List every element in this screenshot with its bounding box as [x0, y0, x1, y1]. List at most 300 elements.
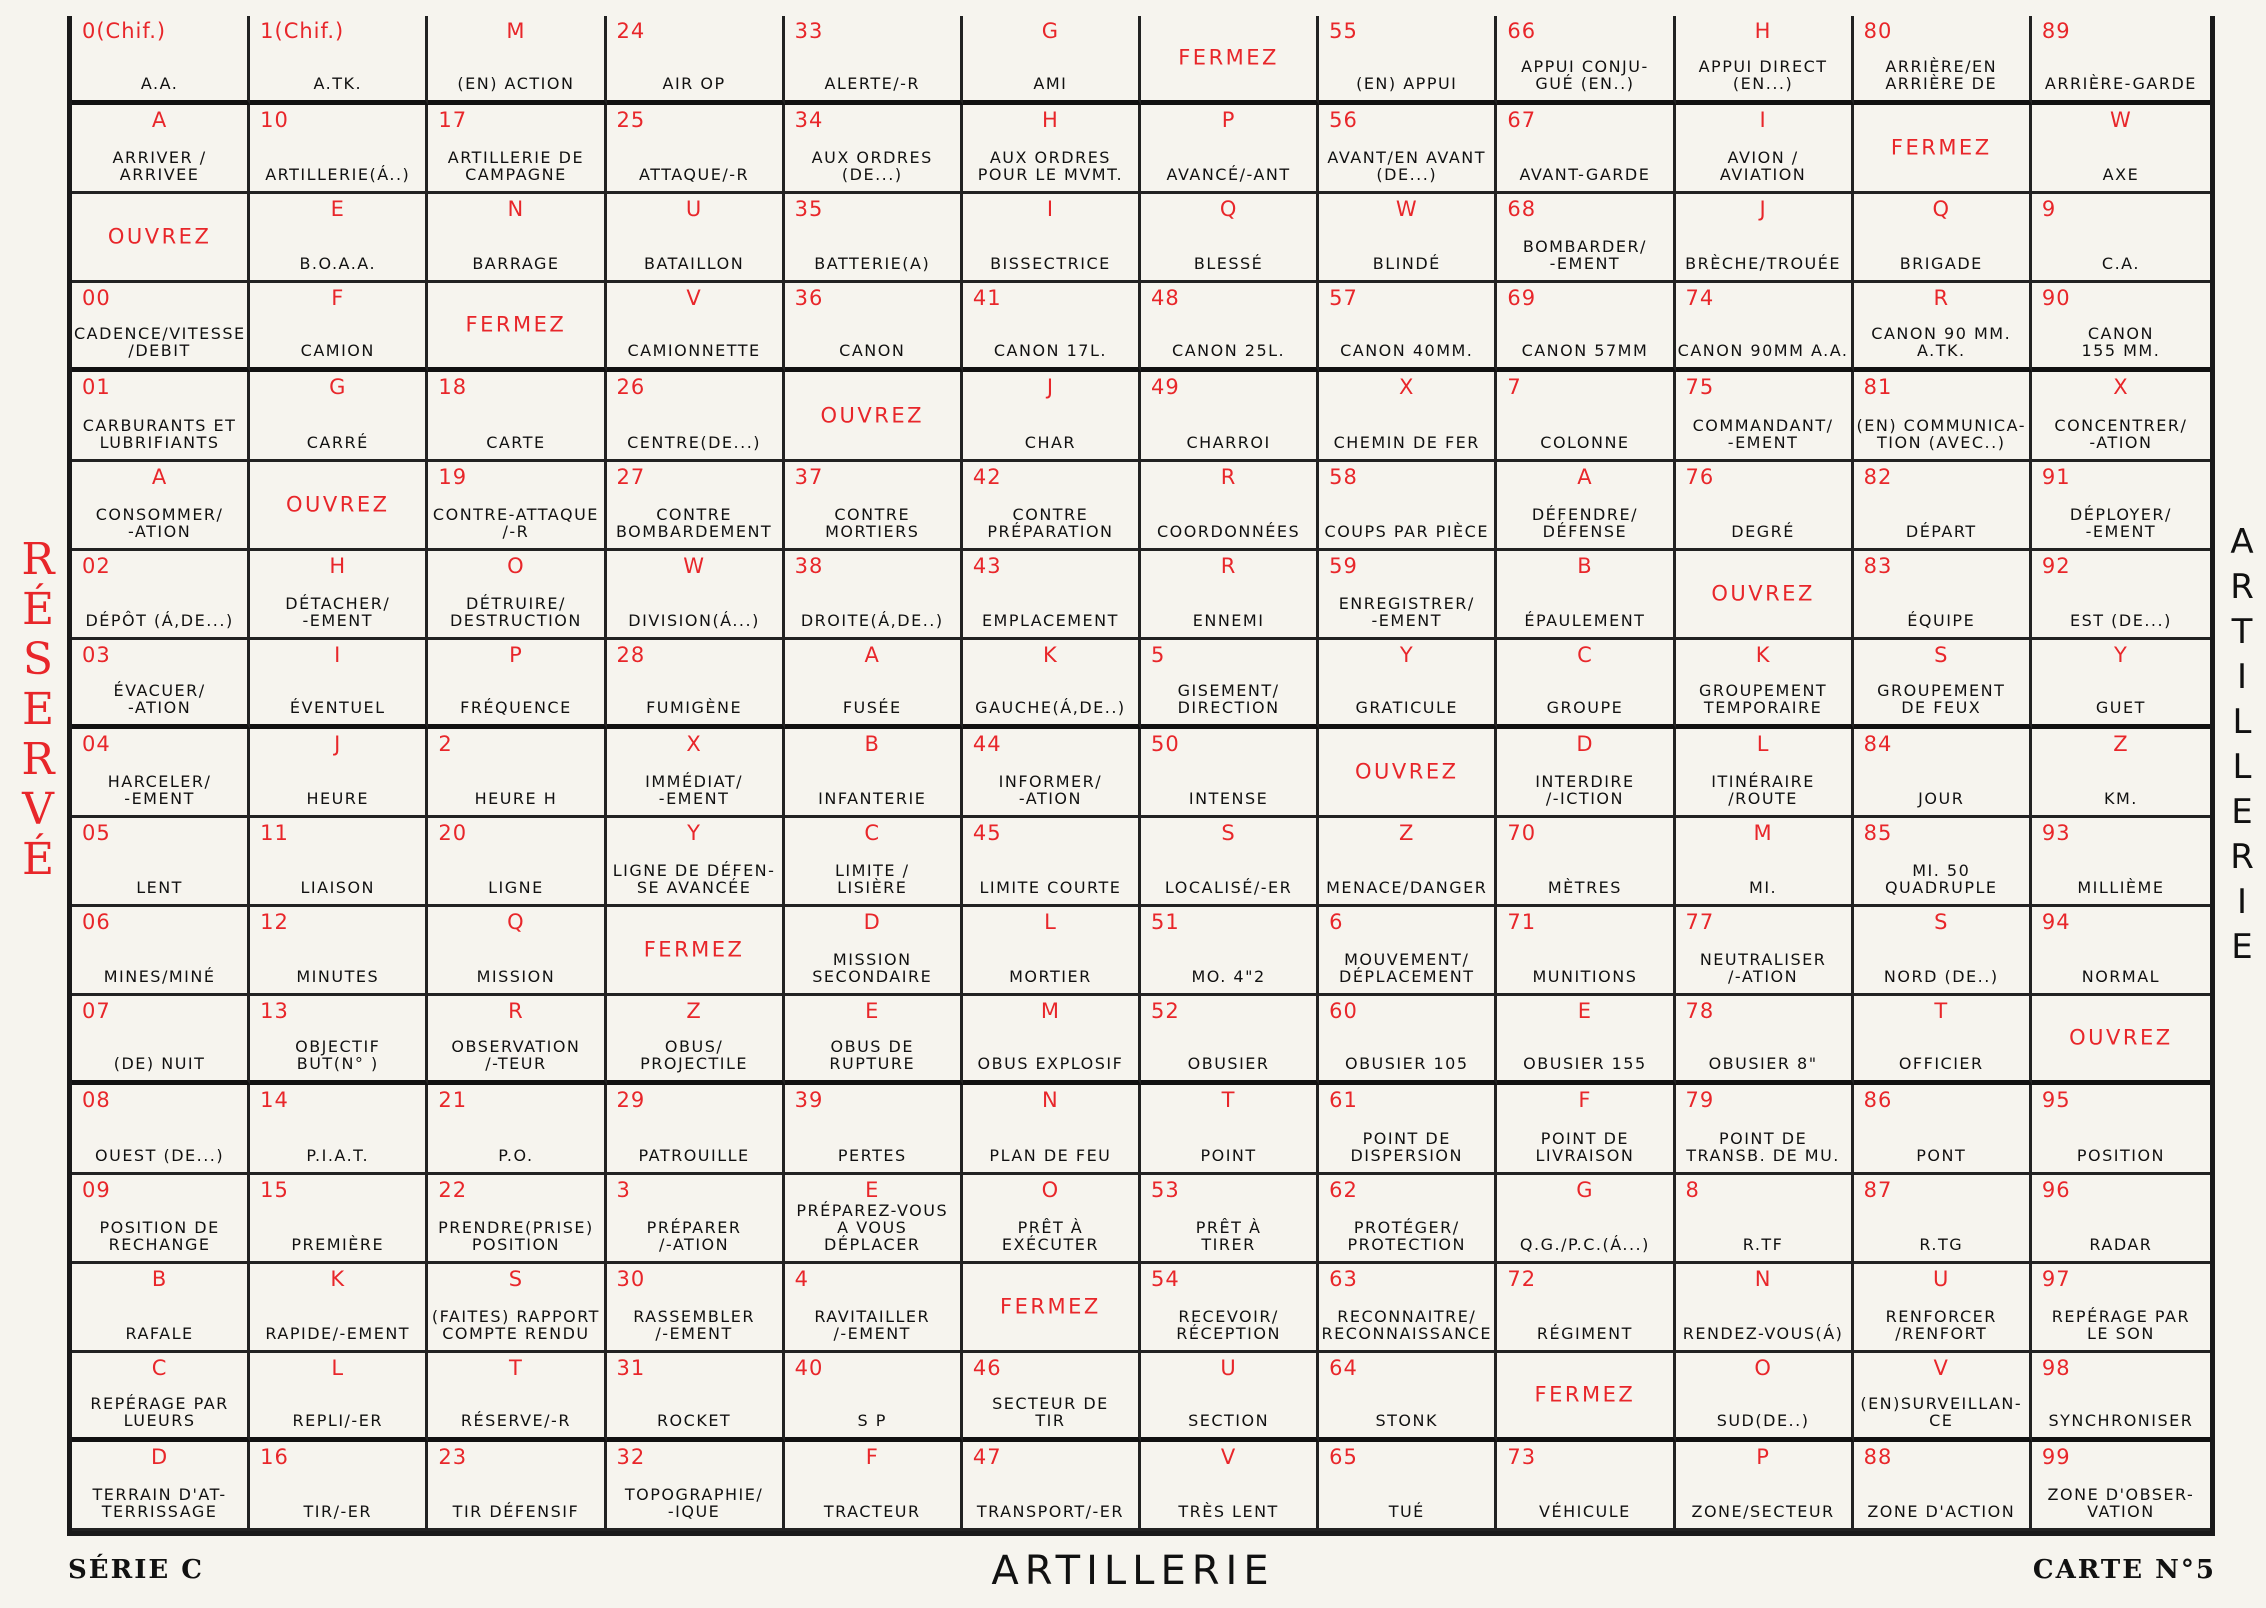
- cell-code: M: [506, 19, 526, 43]
- cell-label: ÉPAULEMENT: [1524, 610, 1646, 630]
- cell-label: SUD(DE..): [1716, 1410, 1810, 1430]
- cell-code: D: [1576, 731, 1594, 756]
- grid-cell: [785, 105, 963, 194]
- grid-cell: [250, 462, 428, 551]
- grid-cell: [2032, 1085, 2210, 1174]
- grid-cell: [1497, 194, 1675, 283]
- cell-label: CONTRE PRÉPARATION: [987, 504, 1114, 541]
- cell-label: ZONE D'ACTION: [1867, 1501, 2016, 1521]
- cell-label: BOMBARDER/ -EMENT: [1522, 237, 1647, 274]
- grid-cell: [1497, 551, 1675, 640]
- cell-code: 29: [616, 1088, 646, 1113]
- cell-code: 87: [1863, 1177, 1893, 1202]
- cell-label: CANON 155 MM.: [2081, 324, 2161, 361]
- grid-cell: [1854, 996, 2032, 1085]
- grid-cell: [785, 462, 963, 551]
- grid-cell: [2032, 1175, 2210, 1264]
- cell-label: OBUS EXPLOSIF: [977, 1054, 1124, 1074]
- cell-code: J: [1759, 197, 1767, 222]
- grid-cell: [2032, 283, 2210, 372]
- cell-label: APPUI DIRECT (EN...): [1698, 57, 1828, 94]
- grid-cell: [1141, 640, 1319, 729]
- cell-code: T: [1221, 1088, 1236, 1113]
- cell-code: R: [508, 999, 524, 1024]
- cell-code: 73: [1507, 1444, 1537, 1469]
- cell-code: 62: [1329, 1177, 1358, 1202]
- cell-code: 56: [1329, 108, 1358, 133]
- cell-code: 93: [2041, 821, 2071, 846]
- cell-label: PATROUILLE: [638, 1145, 750, 1165]
- cell-label: GROUPEMENT TEMPORAIRE: [1698, 680, 1828, 717]
- cell-code: 44: [972, 731, 1002, 756]
- grid-cell: [1497, 372, 1675, 461]
- side_left-letter: E: [21, 684, 55, 735]
- cell-label: GAUCHE(Á,DE..): [975, 697, 1126, 717]
- side_right-letter: T: [2231, 612, 2253, 652]
- cell-label: PRENDRE(PRISE) POSITION: [438, 1217, 594, 1254]
- cell-code: E: [865, 999, 880, 1024]
- cell-label: FERMEZ: [1534, 1382, 1636, 1407]
- grid-cell: [607, 1264, 785, 1353]
- cell-code: 34: [794, 108, 824, 133]
- cell-code: 74: [1685, 286, 1715, 311]
- cell-code: B: [864, 731, 880, 756]
- grid-cell: [250, 105, 428, 194]
- cell-code: 89: [2041, 19, 2071, 43]
- cell-code: B: [1577, 553, 1593, 578]
- cell-label: LOCALISÉ/-ER: [1164, 878, 1293, 898]
- cell-label: STONK: [1375, 1410, 1438, 1430]
- cell-label: FERMEZ: [1890, 135, 1992, 160]
- grid-cell: [428, 551, 606, 640]
- cell-label: AVANT/EN AVANT (DE...): [1327, 148, 1487, 185]
- cell-label: CAMION: [300, 341, 375, 361]
- grid-cell: [963, 818, 1141, 907]
- cell-label: POINT DE TRANSB. DE MU.: [1686, 1128, 1840, 1165]
- grid-cell: [1854, 16, 2032, 105]
- cell-label: SECTEUR DE TIR: [992, 1393, 1109, 1430]
- cell-code: 07: [82, 999, 111, 1024]
- cell-label: ARTILLERIE(Á..): [265, 165, 411, 185]
- cell-code: 70: [1507, 821, 1537, 846]
- cell-label: R.TG: [1919, 1234, 1964, 1254]
- cell-code: 59: [1329, 553, 1358, 578]
- grid-cell: [1676, 1085, 1854, 1174]
- cell-label: MÈTRES: [1547, 878, 1622, 898]
- cell-label: OUVREZ: [285, 492, 390, 517]
- cell-code: 41: [972, 286, 1002, 311]
- grid-cell: [1141, 194, 1319, 283]
- cell-code: 05: [82, 821, 111, 846]
- grid-cell: [2032, 105, 2210, 194]
- cell-label: MENACE/DANGER: [1326, 878, 1488, 898]
- cell-label: ITINÉRAIRE /ROUTE: [1711, 772, 1815, 809]
- grid-cell: [785, 16, 963, 105]
- cell-code: 24: [616, 19, 646, 43]
- grid-cell: [250, 1085, 428, 1174]
- cell-code: U: [685, 197, 703, 222]
- grid-cell: [428, 1085, 606, 1174]
- grid-cell: [607, 372, 785, 461]
- cell-code: K: [1755, 642, 1771, 667]
- grid-cell: [1676, 16, 1854, 105]
- cell-code: 55: [1329, 19, 1358, 43]
- cell-label: AIR OP: [662, 74, 726, 94]
- cell-label: CANON: [839, 341, 906, 361]
- cell-label: RAPIDE/-EMENT: [265, 1323, 411, 1343]
- grid-cell: [2032, 16, 2210, 105]
- cell-label: BLESSÉ: [1193, 254, 1264, 274]
- cell-label: CANON 17L.: [993, 341, 1107, 361]
- cell-label: GROUPEMENT DE FEUX: [1877, 680, 2006, 717]
- cell-code: U: [1220, 1355, 1237, 1380]
- cell-label: DÉPART: [1905, 521, 1977, 541]
- cell-label: INFORMER/ -ATION: [998, 772, 1103, 809]
- cell-code: 97: [2041, 1266, 2071, 1291]
- grid-cell: [1141, 16, 1319, 105]
- cell-label: DÉPÔT (Á,DE...): [85, 610, 234, 630]
- cell-code: 15: [260, 1177, 289, 1202]
- cell-code: 91: [2041, 464, 2071, 489]
- side_left-letter: R: [21, 534, 55, 585]
- cell-label: Q.G./P.C.(Á...): [1519, 1234, 1650, 1254]
- cell-label: GUET: [2095, 697, 2146, 717]
- cell-label: OBUSIER 105: [1344, 1054, 1469, 1074]
- cell-code: 10: [260, 108, 289, 133]
- cell-code: G: [1041, 19, 1060, 43]
- cell-code: 81: [1863, 375, 1893, 400]
- cell-label: (EN) COMMUNICA- TION (AVEC..): [1856, 415, 2026, 452]
- grid-cell: [1141, 372, 1319, 461]
- side_right-letter: R: [2230, 567, 2254, 607]
- cell-label: REPLI/-ER: [292, 1410, 383, 1430]
- cell-code: 80: [1863, 19, 1893, 43]
- cell-code: W: [683, 553, 705, 578]
- cell-label: MISSION SECONDAIRE: [812, 950, 933, 987]
- grid-cell: [785, 1175, 963, 1264]
- cell-code: 30: [616, 1266, 646, 1291]
- cell-label: POSITION DE RECHANGE: [99, 1217, 220, 1254]
- cell-code: 47: [972, 1444, 1002, 1469]
- grid-cell: [785, 551, 963, 640]
- cell-code: E: [865, 1177, 880, 1202]
- grid-cell: [1319, 194, 1497, 283]
- grid-cell: [607, 1353, 785, 1442]
- cell-label: A.TK.: [313, 74, 363, 94]
- grid-cell: [2032, 372, 2210, 461]
- grid-cell: [785, 996, 963, 1085]
- cell-label: LIAISON: [300, 878, 375, 898]
- side_right-letter: E: [2231, 927, 2253, 967]
- cell-label: DÉTACHER/ -EMENT: [285, 593, 391, 630]
- cell-label: S P: [857, 1410, 887, 1430]
- cell-label: FERMEZ: [643, 937, 745, 962]
- cell-code: 54: [1151, 1266, 1180, 1291]
- cell-code: F: [331, 286, 345, 311]
- cell-label: HEURE H: [474, 789, 558, 809]
- cell-label: RADAR: [2089, 1234, 2153, 1254]
- cell-label: RECONNAITRE/ RECONNAISSANCE: [1321, 1306, 1492, 1343]
- grid-cell: [2032, 996, 2210, 1085]
- grid-cell: [1141, 1442, 1319, 1531]
- side_right-letter: I: [2236, 882, 2248, 922]
- cell-label: INTENSE: [1188, 789, 1269, 809]
- grid-cell: [2032, 462, 2210, 551]
- grid-cell: [1854, 194, 2032, 283]
- cell-label: REPÉRAGE PAR LUEURS: [90, 1393, 229, 1430]
- cell-code: A: [864, 642, 880, 667]
- grid-cell: [428, 16, 606, 105]
- cell-label: DÉPLOYER/ -EMENT: [2069, 504, 2172, 541]
- grid-cell: [1497, 729, 1675, 818]
- grid-cell: [1854, 372, 2032, 461]
- cell-label: DROITE(Á,DE..): [800, 610, 944, 630]
- grid-cell: [1141, 551, 1319, 640]
- grid-cell: [1141, 1085, 1319, 1174]
- cell-label: MILLIÈME: [2077, 878, 2165, 898]
- grid-cell: [1497, 996, 1675, 1085]
- grid-cell: [1141, 1175, 1319, 1264]
- grid-cell: [785, 1264, 963, 1353]
- grid-cell: [1497, 105, 1675, 194]
- grid-cell: [1497, 1353, 1675, 1442]
- cell-code: R: [1220, 553, 1237, 578]
- grid-cell: [1497, 1264, 1675, 1353]
- grid-cell: [1854, 1353, 2032, 1442]
- cell-code: N: [1754, 1266, 1772, 1291]
- cell-code: 69: [1507, 286, 1537, 311]
- card-title: ARTILLERIE: [991, 1548, 1275, 1594]
- cell-code: D: [150, 1444, 169, 1469]
- cell-label: OBUSIER: [1187, 1054, 1270, 1074]
- grid-cell: [607, 283, 785, 372]
- grid-cell: [963, 372, 1141, 461]
- cell-code: 78: [1685, 999, 1715, 1024]
- cell-code: 43: [972, 553, 1002, 578]
- cell-label: BATAILLON: [643, 254, 745, 274]
- cell-code: 57: [1329, 286, 1358, 311]
- cell-code: D: [863, 910, 881, 935]
- cell-label: ÉQUIPE: [1907, 610, 1976, 630]
- cell-code: 46: [972, 1355, 1002, 1380]
- grid-cell: [1319, 1353, 1497, 1442]
- grid-cell: [1854, 907, 2032, 996]
- grid-cell: [72, 996, 250, 1085]
- grid-cell: [1141, 1353, 1319, 1442]
- grid-cell: [2032, 551, 2210, 640]
- grid-cell: [72, 283, 250, 372]
- grid-cell: [2032, 818, 2210, 907]
- cell-label: P.I.A.T.: [306, 1145, 370, 1165]
- grid-cell: [1854, 283, 2032, 372]
- grid-cell: [1854, 462, 2032, 551]
- grid-cell: [72, 16, 250, 105]
- grid-cell: [250, 372, 428, 461]
- cell-code: P: [1756, 1444, 1770, 1469]
- cell-code: 86: [1863, 1088, 1893, 1113]
- side_left-letter: V: [22, 784, 54, 835]
- grid-cell: [785, 729, 963, 818]
- cell-label: CANON 57MM: [1521, 341, 1649, 361]
- cell-label: CHAR: [1024, 432, 1077, 452]
- cell-label: CONSOMMER/ -ATION: [95, 504, 224, 541]
- cell-label: R.TF: [1742, 1234, 1784, 1254]
- grid-cell: [2032, 729, 2210, 818]
- grid-cell: [785, 372, 963, 461]
- grid-cell: [1319, 1264, 1497, 1353]
- cell-label: GROUPE: [1546, 697, 1624, 717]
- grid-cell: [72, 1353, 250, 1442]
- grid-cell: [607, 640, 785, 729]
- cell-label: CHARROI: [1186, 432, 1271, 452]
- grid-cell: [1676, 372, 1854, 461]
- grid-cell: [607, 729, 785, 818]
- cell-code: 26: [616, 375, 646, 400]
- cell-label: COMMANDANT/ -EMENT: [1692, 415, 1834, 452]
- cell-label: DÉTRUIRE/ DESTRUCTION: [449, 593, 582, 630]
- grid-cell: [607, 1085, 785, 1174]
- cell-code: 13: [260, 999, 289, 1024]
- grid-cell: [1497, 907, 1675, 996]
- cell-label: BRIGADE: [1899, 254, 1983, 274]
- grid-cell: [1319, 907, 1497, 996]
- cell-code: 76: [1685, 464, 1715, 489]
- cell-label: OUVREZ: [820, 403, 924, 428]
- cell-label: (FAITES) RAPPORT COMPTE RENDU: [431, 1306, 600, 1343]
- grid-cell: [1497, 640, 1675, 729]
- grid-cell: [963, 996, 1141, 1085]
- cell-label: RAVITAILLER /-EMENT: [814, 1306, 931, 1343]
- cell-label: B.O.A.A.: [299, 254, 377, 274]
- cell-label: POINT DE DISPERSION: [1350, 1128, 1463, 1165]
- cell-label: (EN)SURVEILLAN- CE: [1860, 1393, 2023, 1430]
- cell-label: PROTÉGER/ PROTECTION: [1347, 1217, 1466, 1254]
- cell-label: CAMIONNETTE: [627, 341, 761, 361]
- grid-cell: [1497, 818, 1675, 907]
- cell-label: LIMITE COURTE: [979, 878, 1122, 898]
- cell-code: 14: [260, 1088, 289, 1113]
- cell-label: LENT: [136, 878, 183, 898]
- cell-code: 1(Chif.): [260, 19, 345, 43]
- cell-label: TUÉ: [1388, 1501, 1425, 1521]
- grid-cell: [250, 1353, 428, 1442]
- cell-label: FUSÉE: [842, 697, 902, 717]
- grid-cell: [250, 194, 428, 283]
- cell-code: 28: [616, 642, 646, 667]
- grid-cell: [250, 551, 428, 640]
- grid-cell: [72, 640, 250, 729]
- cell-label: APPUI CONJU- GUÉ (EN..): [1521, 57, 1649, 94]
- cell-label: DEGRÉ: [1731, 521, 1795, 541]
- cell-label: INTERDIRE /-ICTION: [1535, 772, 1635, 809]
- cell-label: PRÊT À TIRER: [1195, 1217, 1262, 1254]
- cell-code: S: [1221, 821, 1236, 846]
- grid-cell: [250, 283, 428, 372]
- cell-label: AUX ORDRES POUR LE MVMT.: [977, 148, 1124, 185]
- cell-code: 49: [1151, 375, 1180, 400]
- grid-cell: [785, 283, 963, 372]
- cell-code: 08: [82, 1088, 111, 1113]
- cell-label: FERMEZ: [1000, 1294, 1101, 1319]
- grid-cell: [428, 1442, 606, 1531]
- grid-cell: [963, 551, 1141, 640]
- grid-cell: [72, 462, 250, 551]
- grid-cell: [1141, 729, 1319, 818]
- cell-label: ÉVENTUEL: [289, 697, 386, 717]
- cell-code: 40: [794, 1355, 824, 1380]
- grid-cell: [785, 640, 963, 729]
- grid-cell: [72, 907, 250, 996]
- cell-label: TRANSPORT/-ER: [976, 1501, 1124, 1521]
- cell-label: INFANTERIE: [818, 789, 927, 809]
- cell-label: CANON 40MM.: [1340, 341, 1474, 361]
- cell-label: MI. 50 QUADRUPLE: [1884, 861, 1998, 898]
- cell-code: C: [151, 1355, 168, 1380]
- cell-label: CHEMIN DE FER: [1333, 432, 1480, 452]
- cell-label: AXE: [2102, 165, 2140, 185]
- cell-code: 2: [438, 731, 453, 756]
- cell-code: 20: [438, 821, 468, 846]
- cell-code: 85: [1863, 821, 1893, 846]
- cell-label: ENREGISTRER/ -EMENT: [1338, 593, 1475, 630]
- cell-code: V: [686, 286, 702, 311]
- cell-label: BATTERIE(A): [814, 254, 931, 274]
- grid-cell: [2032, 1264, 2210, 1353]
- side_left-letter: S: [22, 634, 54, 685]
- cell-code: 61: [1329, 1088, 1358, 1113]
- cell-label: DÉFENDRE/ DÉFENSE: [1531, 504, 1638, 541]
- cell-label: ZONE D'OBSER- VATION: [2047, 1484, 2195, 1521]
- cell-label: CANON 90MM A.A.: [1677, 341, 1849, 361]
- cell-code: M: [1040, 999, 1060, 1024]
- cell-label: BRÈCHE/TROUÉE: [1685, 254, 1841, 274]
- cell-code: W: [2110, 108, 2132, 133]
- grid-cell: [1141, 996, 1319, 1085]
- grid-cell: [1319, 729, 1497, 818]
- grid-cell: [250, 1264, 428, 1353]
- cell-label: TRÈS LENT: [1178, 1501, 1279, 1521]
- cell-label: OBUSIER 155: [1523, 1054, 1647, 1074]
- grid-cell: [428, 283, 606, 372]
- grid-cell: [607, 1442, 785, 1531]
- cell-code: K: [1043, 642, 1058, 667]
- grid-cell: [1319, 462, 1497, 551]
- side_right-letter: E: [2231, 792, 2253, 832]
- cell-code: 68: [1507, 197, 1537, 222]
- cell-code: 58: [1329, 464, 1358, 489]
- side-label-artillerie: [2222, 520, 2262, 970]
- cell-label: TOPOGRAPHIE/ -IQUE: [624, 1484, 764, 1521]
- cell-code: 5: [1151, 642, 1166, 667]
- grid-cell: [1319, 818, 1497, 907]
- cell-label: RÉSERVE/-R: [460, 1410, 571, 1430]
- grid-cell: [250, 907, 428, 996]
- cell-label: (DE) NUIT: [113, 1054, 206, 1074]
- cell-code: Q: [507, 910, 525, 935]
- grid-cell: [1497, 16, 1675, 105]
- grid-cell: [1497, 283, 1675, 372]
- side_right-letter: L: [2232, 702, 2252, 742]
- cell-label: CARTE: [486, 432, 546, 452]
- cell-label: MINUTES: [296, 967, 380, 987]
- cell-code: Q: [1219, 197, 1238, 222]
- grid-cell: [963, 283, 1141, 372]
- cell-label: ARRIÈRE-GARDE: [2044, 74, 2197, 94]
- cell-label: CANON 90 MM. A.TK.: [1871, 324, 2012, 361]
- cell-label: ARRIVER / ARRIVEE: [112, 148, 207, 185]
- cell-code: 37: [794, 464, 824, 489]
- cell-code: 32: [616, 1444, 646, 1469]
